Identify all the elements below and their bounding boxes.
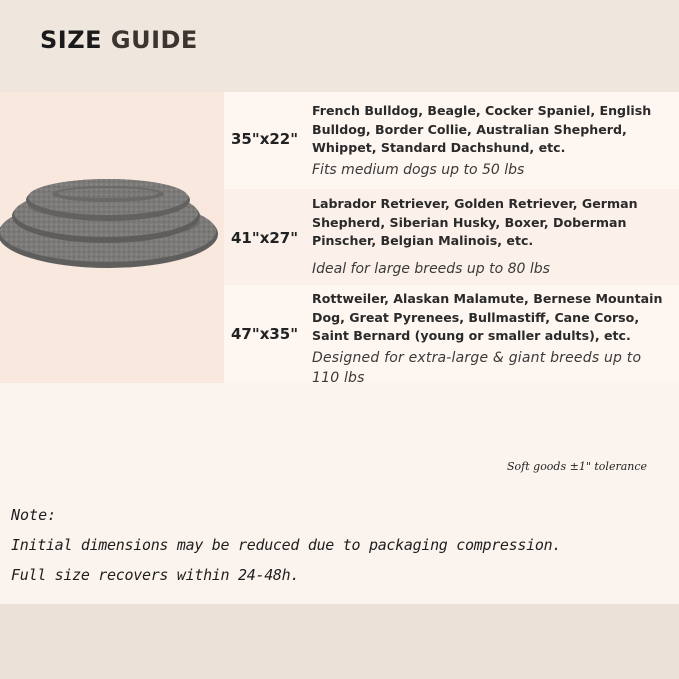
header [0, 0, 679, 92]
size-breeds: Labrador Retriever, Golden Retriever, German Shepherd, Siberian Husky, Boxer, Doberman Pinscher, Belgian Malinois, etc. [312, 196, 638, 248]
size-guide-panel [0, 92, 679, 604]
footer-band [0, 604, 679, 679]
note-label: Note: [11, 506, 57, 524]
size-fit: Ideal for large breeds up to 80 lbs [312, 261, 550, 277]
note-line: Full size recovers within 24-48h. [11, 566, 300, 584]
size-row [224, 189, 679, 285]
tolerance-note: Soft goods ±1" tolerance [507, 460, 648, 473]
size-breeds: French Bulldog, Beagle, Cocker Spaniel, English Bulldog, Border Collie, Australian Shepherd, Whippet, Standard Dachshund, etc. [312, 103, 652, 155]
size-row [224, 285, 679, 386]
size-dimensions: 35"x22" [231, 130, 299, 148]
size-fit: Designed for extra-large & giant breeds up to 110 lbs [312, 350, 642, 386]
size-fit: Fits medium dogs up to 50 lbs [312, 162, 525, 178]
title-part-guide: GUIDE [110, 26, 198, 54]
size-dimensions: 41"x27" [231, 229, 299, 247]
size-dimensions: 47"x35" [231, 325, 299, 343]
size-breeds: Rottweiler, Alaskan Malamute, Bernese Mountain Dog, Great Pyrenees, Bullmastiff, Cane Corso, Saint Bernard (young or smaller adults), etc. [312, 291, 663, 343]
product-image-panel [0, 92, 224, 383]
size-row [224, 92, 679, 189]
dog-bed-image [0, 178, 222, 272]
page-title [40, 26, 198, 54]
title-part-size: SIZE [40, 26, 103, 54]
note-line: Initial dimensions may be reduced due to packaging compression. [11, 536, 562, 554]
